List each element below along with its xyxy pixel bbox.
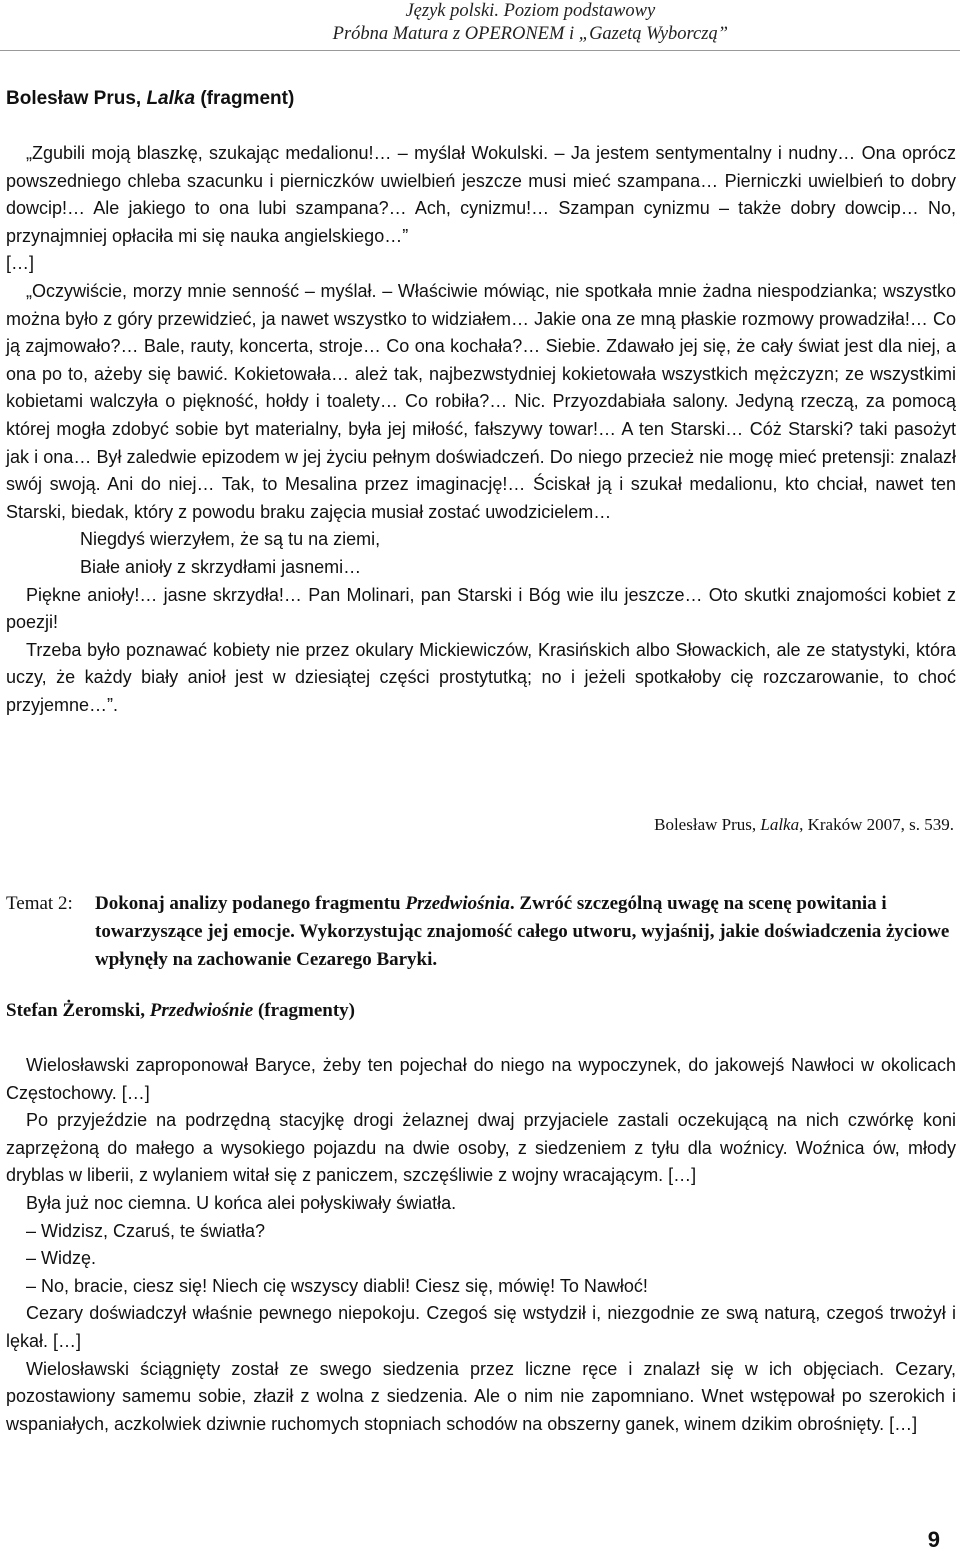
przedwiosnie-paragraph: Po przyjeździe na podrzędną stacyjkę drogi żelaznej dwaj przyjaciele zastali oczekującą na nich czwórkę koni zaprzężoną do małego a wysokiego pojazdu na dwie osoby, z siedzeniem z tyłu dla woźnicy. Woźnica ów, młody dryblas w liberii, z wylaniem witał się z paniczem, szczęśliwie z wojny wracającym. […] bbox=[6, 1110, 956, 1186]
przedwiosnie-heading-title: Przedwiośnie bbox=[149, 1000, 254, 1021]
header-exam-name: Próbna Matura z OPERONEM i „Gazetą Wyborczą” bbox=[332, 24, 728, 44]
topic-text-a: Dokonaj analizy podanego fragmentu bbox=[95, 893, 401, 914]
dialogue-line: – Widzę. bbox=[26, 1248, 97, 1269]
header-subject: Język polski. Poziom podstawowy bbox=[405, 1, 656, 21]
lalka-heading-title: Lalka bbox=[146, 88, 196, 109]
lalka-heading bbox=[6, 88, 294, 110]
dialogue-line: – No, bracie, ciesz się! Niech cię wszyscy diabli! Ciesz się, mówię! To Nawłoć! bbox=[26, 1275, 648, 1296]
dialogue-line: – Widzisz, Czaruś, te światła? bbox=[26, 1220, 266, 1241]
topic-book-title: Przedwiośnia bbox=[405, 893, 510, 914]
page-number: 9 bbox=[927, 1527, 940, 1552]
essay-topic bbox=[6, 890, 956, 974]
przedwiosnie-excerpt bbox=[6, 1052, 956, 1438]
lalka-heading-suffix: (fragment) bbox=[200, 88, 295, 109]
przedwiosnie-paragraph: Cezary doświadczył właśnie pewnego niepokoju. Czegoś się wstydził i, niezgodnie ze swą naturą, czegoś trwożył i lękał. […] bbox=[6, 1303, 956, 1351]
topic-text bbox=[95, 890, 956, 974]
lalka-heading-author: Bolesław Prus, bbox=[6, 88, 142, 109]
lalka-paragraph: Trzeba było poznawać kobiety nie przez okulary Mickiewiczów, Krasińskich albo Słowackich, ale ze statystyki, która uczy, że każdy biały anioł jest w dziesiątej części prostytutką; no i jeżeli spotkałoby cię rozczarowanie, to choć przyjemne…”. bbox=[6, 639, 956, 715]
przedwiosnie-paragraph: Była już noc ciemna. U końca alei połyskiwały światła. bbox=[26, 1192, 457, 1213]
page-header bbox=[333, 0, 728, 46]
lalka-paragraph: „Oczywiście, morzy mnie senność – myślał. – Właściwie mówiąc, nie spotkała mnie żadna niespodzianka; wszystko można było z góry przewidzieć, ja nawet wszystko to widziałem… Jakie ona ze mną płaskie rozmowy prowadziła!… Co ją zajmowało?… Bale, rauty, koncerta, stroje… Co ona kochała?… Siebie. Zdawało jej się, że cały świat jest dla niej, a ona po to, ażeby się bawić. Kokietowała… ależ tak, najbezwstydniej kokietowała wszystkich mężczyzn; ze wszystkimi kobietami walczyła o piękność, hołdy i toalety… Co robiła?… Nic. Przyozdabiała salony. Jedyną rzeczą, za pomocą której mogła zdobyć sobie byt materialny, była jej miłość, fałszywy towar!… A ten Starski… Cóż Starski? taki pasożyt jak i ona… Był zaledwie epizodem w jej życiu pełnym doświadczeń. Do niego przecież nie mogę mieć pretensji: znalazł swój swoją. Ani do niej… Tak, to Mesalina przez imaginację!… Ściskał ją i szukał medalionu, kto chciał, nawet ten Starski, biedak, który z powodu braku zajęcia musiał zostać uwodzicielem… bbox=[6, 280, 956, 522]
source-author: Bolesław Prus, bbox=[654, 815, 757, 834]
topic-label: Temat 2: bbox=[6, 893, 73, 914]
source-details: , Kraków 2007, s. 539. bbox=[799, 815, 954, 834]
przedwiosnie-paragraph: Wielosławski zaproponował Baryce, żeby ten pojechał do niego na wypoczynek, do jakowejś Nawłoci w okolicach Częstochowy. […] bbox=[6, 1055, 956, 1103]
przedwiosnie-paragraph: Wielosławski ściągnięty został ze swego siedzenia przez liczne ręce i znalazł się w ich objęciach. Cezary, pozostawiony samemu sobie, złaził z wolna z siedzenia. Ale o nim nie zapomniano. Wnet wstępował po szerokich i wspaniałych, aczkolwiek dziwnie ruchomych stopniach schodów na obszerny ganek, winem dzikim obrośnięty. […] bbox=[6, 1358, 956, 1434]
lalka-paragraph: „Zgubili moją blaszkę, szukając medalionu!… – myślał Wokulski. – Ja jestem sentymentalny i nudny… Ona oprócz powszedniego chleba szacunku i pierniczków uwielbień jeszcze musi mieć szampana… Pierniczki uwielbień to dobry dowcip!… Ale jakiego to ona lubi szampana?… Ach, cynizmu!… Szampan cynizmu – także dobry dowcip… No, przynajmniej opłaciła mi się nauka angielskiego…” bbox=[6, 143, 956, 246]
lalka-source bbox=[654, 815, 954, 835]
lalka-verse-line: Niegdyś wierzyłem, że są tu na ziemi, bbox=[80, 529, 381, 550]
lalka-verse-line: Białe anioły z skrzydłami jasnemi… bbox=[80, 556, 362, 577]
przedwiosnie-heading bbox=[6, 1000, 355, 1022]
header-divider bbox=[0, 50, 960, 51]
topic-text-b: . Zwróć szczególną uwagę na scenę powitania i towarzyszące jej emocje. Wykorzystując znajomość całego utworu, wyjaśnij, jakie doświadczenia życiowe wpłynęły na zachowanie Cezarego Baryki. bbox=[95, 893, 950, 970]
lalka-ellipsis: […] bbox=[6, 253, 35, 274]
lalka-paragraph: Piękne anioły!… jasne skrzydła!… Pan Molinari, pan Starski i Bóg wie ilu jeszcze… Oto skutki znajomości kobiet z poezji! bbox=[6, 584, 956, 633]
przedwiosnie-heading-suffix: (fragmenty) bbox=[257, 1000, 356, 1021]
przedwiosnie-heading-author: Stefan Żeromski, bbox=[6, 1000, 145, 1021]
source-title: Lalka bbox=[760, 815, 800, 834]
lalka-excerpt bbox=[6, 140, 956, 719]
